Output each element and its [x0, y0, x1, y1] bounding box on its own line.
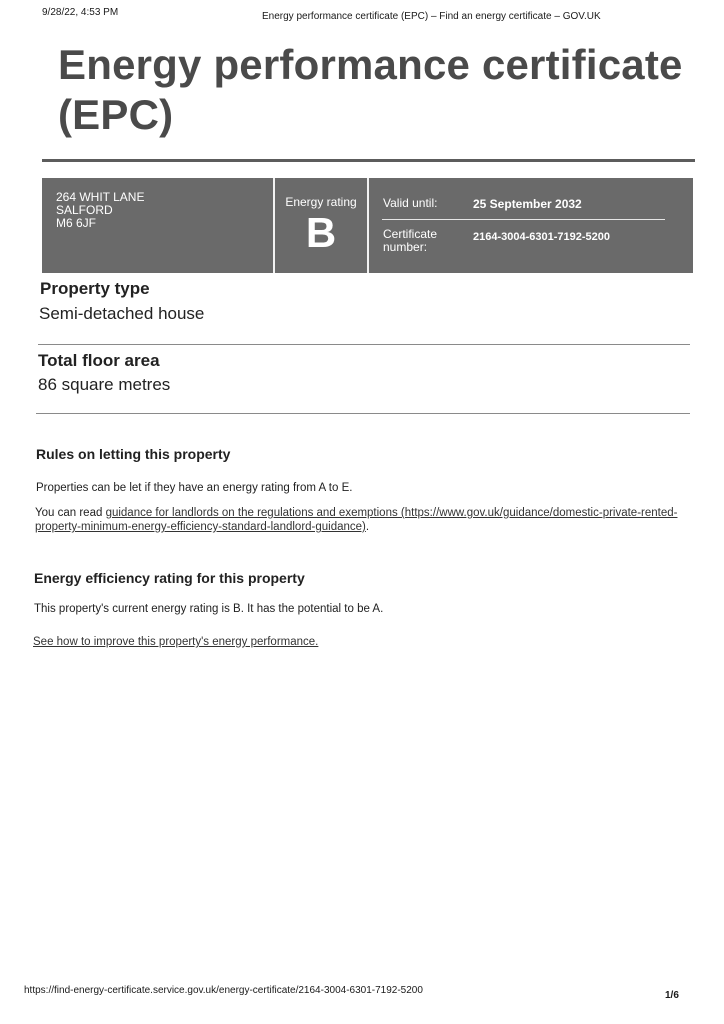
address-line-1: 264 WHIT LANE: [56, 190, 145, 204]
energy-rating-letter: B: [305, 209, 337, 256]
certificate-number-label: [383, 228, 453, 254]
certificate-number: 2164-3004-6301-7192-5200: [473, 231, 611, 243]
property-type-heading: Property type: [40, 279, 150, 298]
title-divider: [42, 159, 695, 162]
landlord-guidance-link-continued[interactable]: property-minimum-energy-efficiency-standard-landlord-guidance): [35, 521, 366, 533]
efficiency-text: This property's current energy rating is B. It has the potential to be A.: [34, 603, 384, 615]
letting-guidance-paragraph: [35, 506, 685, 534]
epc-summary-box: [42, 178, 693, 273]
letting-rules-text: Properties can be let if they have an energy rating from A to E.: [36, 482, 353, 494]
print-footer-url: https://find-energy-certificate.service.gov.uk/energy-certificate/2164-3004-6301-7192-5200: [24, 985, 423, 996]
address-postcode: M6 6JF: [56, 216, 97, 230]
summary-inner-divider: [382, 219, 665, 220]
floor-area-value: 86 square metres: [38, 375, 171, 394]
print-datetime: 9/28/22, 4:53 PM: [42, 7, 119, 18]
improve-performance-link[interactable]: See how to improve this property's energy performance.: [33, 636, 319, 648]
page-title-line2: (EPC): [58, 91, 174, 138]
page-title-line1: Energy performance certificate: [58, 41, 683, 88]
letting-guidance-suffix: .: [365, 521, 370, 533]
section-divider: [38, 344, 690, 345]
efficiency-heading: Energy efficiency rating for this property: [34, 570, 305, 586]
floor-area-heading: Total floor area: [38, 351, 160, 370]
valid-until-date: 25 September 2032: [473, 197, 582, 211]
landlord-guidance-link[interactable]: guidance for landlords on the regulations and exemptions (https://www.gov.uk/guidance/domestic-private-rented-: [105, 507, 678, 519]
certificate-label-line2: number:: [383, 240, 428, 254]
letting-guidance-prefix: You can read: [35, 507, 106, 519]
address-line-2: SALFORD: [56, 203, 113, 217]
summary-divider-2: [367, 178, 369, 273]
section-divider: [36, 413, 690, 414]
certificate-label-line1: Certificate: [383, 227, 438, 241]
page-title: [58, 40, 698, 140]
letting-rules-heading: Rules on letting this property: [36, 446, 231, 462]
valid-until-label: Valid until:: [383, 196, 438, 210]
property-type-value: Semi-detached house: [39, 304, 205, 323]
print-page-title: Energy performance certificate (EPC) – Find an energy certificate – GOV.UK: [262, 11, 601, 22]
energy-rating-label: Energy rating: [285, 195, 357, 209]
page-number: 1/6: [665, 990, 679, 1001]
property-address: [56, 191, 144, 230]
